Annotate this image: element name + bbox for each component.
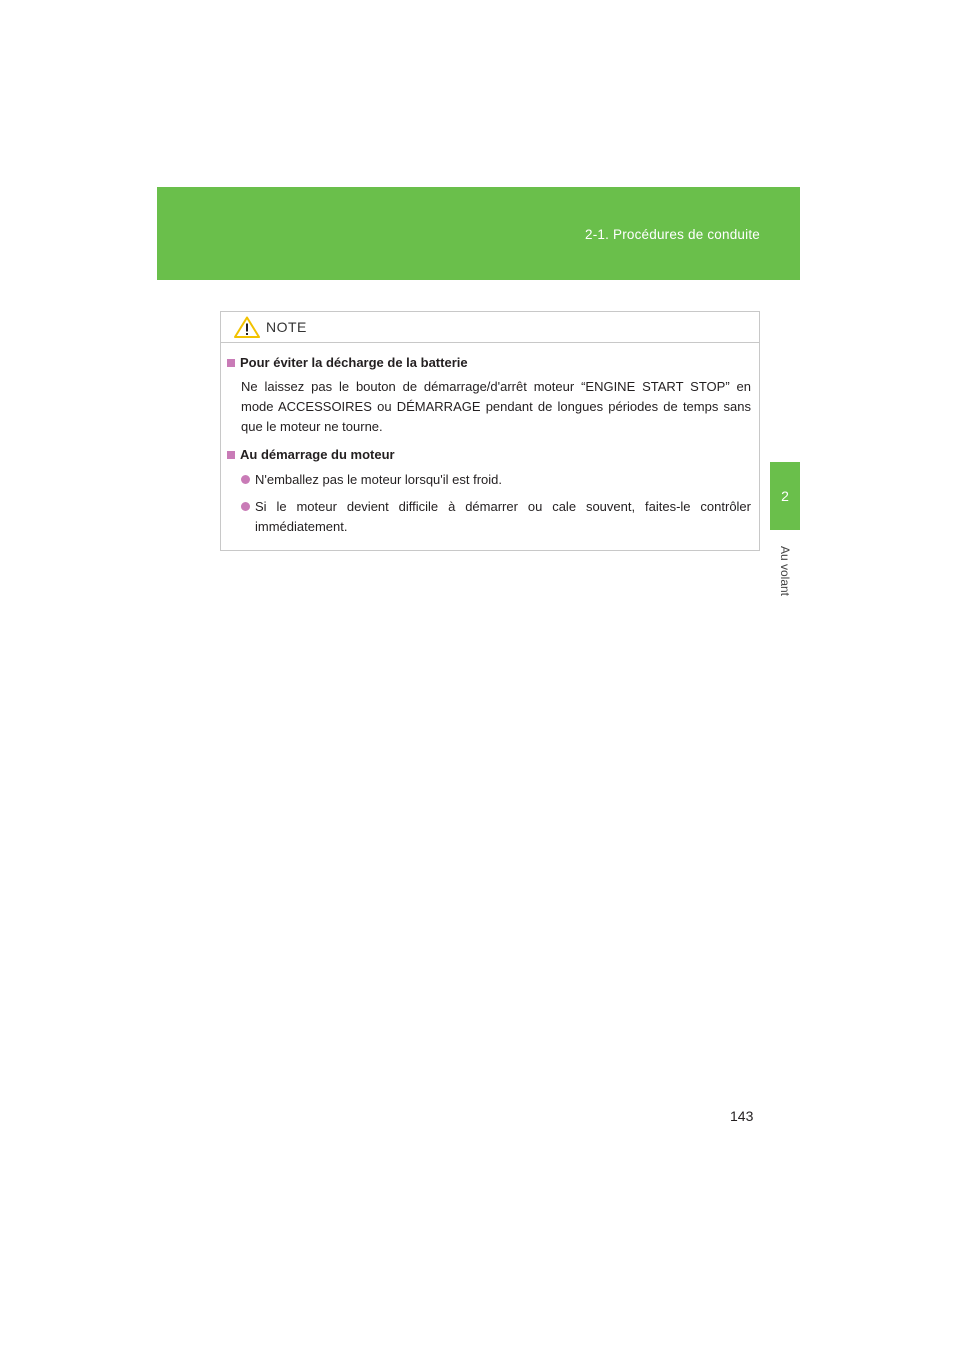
chapter-label: Au volant — [778, 545, 792, 597]
list-item — [241, 497, 751, 537]
note-header — [221, 312, 759, 343]
list-item-text: N'emballez pas le moteur lorsqu'il est froid. — [255, 472, 503, 487]
chapter-number: 2 — [781, 488, 789, 504]
round-bullet-icon — [241, 475, 250, 484]
section-heading-text: Au démarrage du moteur — [240, 447, 395, 462]
header-band — [157, 187, 800, 280]
round-bullet-icon — [241, 502, 250, 511]
square-bullet-icon — [227, 359, 235, 367]
list-item-text: Si le moteur devient difficile à démarrer ou cale souvent, faites-le contrôler immédiatement. — [255, 499, 751, 534]
section-title: 2-1. Procédures de conduite — [584, 227, 760, 242]
section-heading — [227, 445, 751, 465]
section-paragraph: Ne laissez pas le bouton de démarrage/d'arrêt moteur “ENGINE START STOP” en mode ACCESSOIRES ou DÉMARRAGE pendant de longues périodes de temps sans que le moteur ne tourne. — [241, 379, 751, 434]
page-number: 143 — [730, 1108, 754, 1124]
chapter-tab — [770, 462, 800, 530]
note-title: NOTE — [266, 319, 307, 335]
square-bullet-icon — [227, 451, 235, 459]
chapter-label-container — [770, 540, 800, 602]
section-heading-text: Pour éviter la décharge de la batterie — [240, 355, 468, 370]
warning-triangle-icon — [234, 316, 260, 338]
note-box — [220, 311, 760, 551]
section-heading — [227, 353, 751, 373]
list-item — [241, 470, 751, 490]
